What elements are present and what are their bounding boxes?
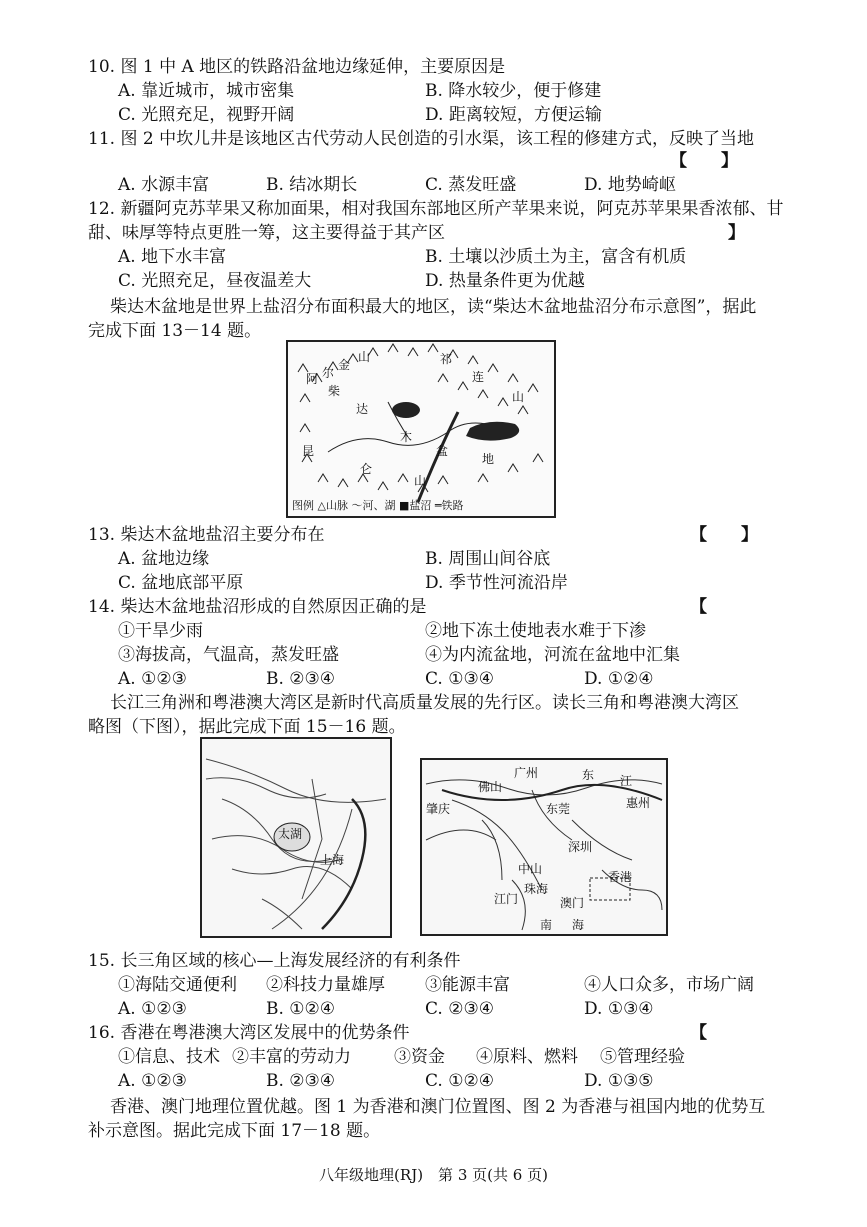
q10-option-d: D. 距离较短，方便运输 (425, 105, 602, 125)
map1-label-chai: 柴 (328, 384, 341, 398)
greater-bay-area-map (420, 758, 668, 936)
map1-label-lun: 仑 (360, 462, 373, 476)
q12-option-a: A. 地下水丰富 (118, 247, 227, 267)
q16-answer-bracket: 【 (690, 1023, 707, 1043)
intro-15-16-line1: 长江三角洲和粤港澳大湾区是新时代高质量发展的先行区。读长三角和粤港澳大湾区 (110, 693, 739, 713)
map3-label-huizhou: 惠州 (626, 796, 651, 810)
q16-option-c: C. ①②④ (425, 1071, 494, 1091)
q12-option-c: C. 光照充足，昼夜温差大 (118, 271, 312, 291)
map3-label-jiangmen: 江门 (494, 892, 519, 906)
q11-answer-bracket: 【 】 (670, 151, 738, 171)
q16-statement-3: ③资金 (394, 1047, 445, 1067)
page-footer: 八年级地理(RJ) 第 3 页(共 6 页) (319, 1166, 548, 1184)
map1-label-mu: 木 (400, 430, 413, 444)
q11-stem: 11. 图 2 中坎儿井是该地区古代劳动人民创造的引水渠，该工程的修建方式，反映了当地 (88, 129, 755, 149)
q13-option-a: A. 盆地边缘 (118, 549, 210, 569)
q16-statement-5: ⑤管理经验 (600, 1047, 685, 1067)
map3-label-hai: 海 (572, 918, 585, 932)
map3-label-hongkong: 香港 (608, 870, 633, 884)
q14-option-c: C. ①③④ (425, 669, 494, 689)
map1-label-shan3: 山 (414, 474, 427, 488)
q11-option-b: B. 结冰期长 (266, 175, 358, 195)
map3-label-dong: 东 (582, 768, 595, 782)
map1-legend: 图例 △山脉 ～河、湖 ■盐沼 ═铁路 (292, 499, 464, 512)
map1-label-jin: 金 (338, 358, 351, 372)
intro-13-14-line2: 完成下面 13－14 题。 (88, 321, 262, 341)
map1-label-er: 尔 (322, 366, 335, 380)
q15-option-c: C. ②③④ (425, 999, 494, 1019)
map3-label-zhongshan: 中山 (518, 862, 543, 876)
map1-label-da: 达 (356, 402, 369, 416)
q15-statement-3: ③能源丰富 (425, 975, 510, 995)
q12-option-d: D. 热量条件更为优越 (425, 271, 585, 291)
yangtze-delta-map (200, 737, 392, 938)
q16-option-b: B. ②③④ (266, 1071, 336, 1091)
q12-answer-bracket: 】 (728, 223, 745, 243)
q14-option-b: B. ②③④ (266, 669, 336, 689)
q14-option-a: A. ①②③ (118, 669, 187, 689)
map1-label-a: 阿 (306, 372, 319, 386)
q15-stem: 15. 长三角区域的核心—上海发展经济的有利条件 (88, 951, 461, 971)
map1-label-shan1: 山 (358, 350, 371, 364)
map3-label-guangzhou: 广州 (514, 766, 539, 780)
q13-answer-bracket: 【 】 (690, 525, 758, 545)
q13-option-c: C. 盆地底部平原 (118, 573, 244, 593)
q15-option-b: B. ①②④ (266, 999, 336, 1019)
q14-answer-bracket: 【 (690, 597, 741, 617)
q14-option-d: D. ①②④ (584, 669, 654, 689)
q16-statement-1: ①信息、技术 (118, 1047, 220, 1067)
q15-option-a: A. ①②③ (118, 999, 187, 1019)
q15-statement-2: ②科技力量雄厚 (266, 975, 385, 995)
map3-label-nan: 南 (540, 918, 553, 932)
qaidam-basin-map (286, 340, 556, 518)
q10-option-b: B. 降水较少，便于修建 (425, 81, 602, 101)
q16-stem: 16. 香港在粤港澳大湾区发展中的优势条件 (88, 1023, 410, 1043)
q15-statement-1: ①海陆交通便利 (118, 975, 237, 995)
q12-option-b: B. 土壤以沙质土为主，富含有机质 (425, 247, 687, 267)
q15-option-d: D. ①③④ (584, 999, 654, 1019)
map1-label-kun: 昆 (302, 444, 315, 458)
map3-label-dongguan: 东莞 (546, 802, 571, 816)
q14-statement-2: ②地下冻土使地表水难于下渗 (425, 621, 646, 641)
q14-statement-3: ③海拔高，气温高，蒸发旺盛 (118, 645, 339, 665)
map1-label-lian: 连 (472, 370, 485, 384)
intro-13-14-line1: 柴达木盆地是世界上盐沼分布面积最大的地区，读“柴达木盆地盐沼分布示意图”，据此 (110, 297, 757, 317)
q16-option-a: A. ①②③ (118, 1071, 187, 1091)
q14-stem: 14. 柴达木盆地盐沼形成的自然原因正确的是 (88, 597, 427, 617)
q14-statement-1: ①干旱少雨 (118, 621, 203, 641)
q16-statement-2: ②丰富的劳动力 (232, 1047, 351, 1067)
q11-option-a: A. 水源丰富 (118, 175, 210, 195)
map1-label-di: 地 (482, 452, 495, 466)
map3-label-shenzhen: 深圳 (568, 840, 593, 854)
q11-option-d: D. 地势崎岖 (584, 175, 676, 195)
q10-option-c: C. 光照充足，视野开阔 (118, 105, 295, 125)
map3-label-macao: 澳门 (560, 896, 585, 910)
q16-statement-4: ④原料、燃料 (476, 1047, 578, 1067)
q13-option-b: B. 周围山间谷底 (425, 549, 551, 569)
q13-option-d: D. 季节性河流沿岸 (425, 573, 568, 593)
intro-17-18-line2: 补示意图。据此完成下面 17－18 题。 (88, 1121, 381, 1141)
intro-17-18-line1: 香港、澳门地理位置优越。图 1 为香港和澳门位置图、图 2 为香港与祖国内地的优势互 (110, 1097, 766, 1117)
q10-stem: 10. 图 1 中 A 地区的铁路沿盆地边缘延伸，主要原因是 (88, 57, 506, 77)
map1-label-shan2: 山 (512, 390, 525, 404)
q13-stem: 13. 柴达木盆地盐沼主要分布在 (88, 525, 325, 545)
map3-label-jiang: 江 (620, 774, 633, 788)
intro-15-16-line2: 略图（下图），据此完成下面 15－16 题。 (88, 717, 406, 737)
q15-statement-4: ④人口众多，市场广阔 (584, 975, 754, 995)
q16-option-d: D. ①③⑤ (584, 1071, 654, 1091)
q14-statement-4: ④为内流盆地，河流在盆地中汇集 (425, 645, 680, 665)
map2-label-taihu: 太湖 (278, 827, 303, 841)
q12-stem-line1: 12. 新疆阿克苏苹果又称加面果，相对我国东部地区所产苹果来说，阿克苏苹果果香浓郁、甘 (88, 199, 784, 219)
map3-label-foshan: 佛山 (478, 780, 503, 794)
map1-label-qi: 祁 (440, 352, 453, 366)
map2-label-shanghai: 上海 (320, 853, 345, 867)
map3-label-zhuhai: 珠海 (524, 882, 549, 896)
map1-label-pen: 盆 (436, 444, 449, 458)
q11-option-c: C. 蒸发旺盛 (425, 175, 517, 195)
q12-stem-line2: 甜、味厚等特点更胜一筹，这主要得益于其产区 (88, 223, 445, 243)
q10-option-a: A. 靠近城市，城市密集 (118, 81, 295, 101)
map3-label-zhaoqing: 肇庆 (426, 802, 451, 816)
